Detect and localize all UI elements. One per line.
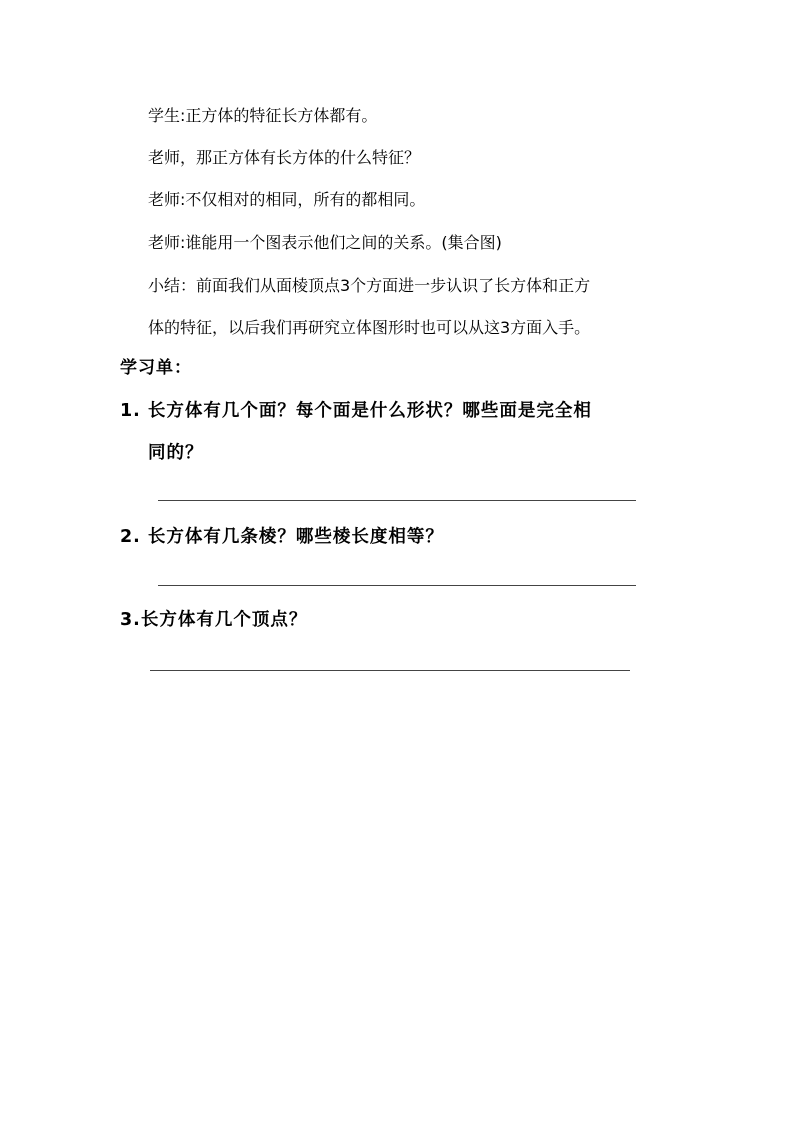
summary-line-1: 小结：前面我们从面棱顶点3个方面进一步认识了长方体和正方: [148, 276, 591, 295]
answer-line-3[interactable]: [150, 670, 630, 671]
question-1-line-2: 同的？: [148, 443, 204, 463]
dialogue-line-teacher-question: 老师，那正方体有长方体的什么特征？: [148, 148, 421, 167]
question-3: 3.长方体有几个顶点？: [120, 610, 308, 630]
dialogue-line-teacher-diagram: 老师:谁能用一个图表示他们之间的关系。(集合图): [148, 233, 502, 252]
summary-line-2: 体的特征，以后我们再研究立体图形时也可以从这3方面入手。: [148, 318, 591, 337]
worksheet-title: 学习单：: [120, 358, 192, 378]
question-1-line-1: 1. 长方体有几个面？每个面是什么形状？哪些面是完全相: [120, 401, 592, 421]
answer-line-1[interactable]: [158, 500, 636, 501]
answer-line-2[interactable]: [158, 585, 636, 586]
question-2: 2. 长方体有几条棱？哪些棱长度相等？: [120, 527, 444, 547]
dialogue-line-student: 学生:正方体的特征长方体都有。: [148, 106, 378, 125]
dialogue-line-teacher-answer: 老师:不仅相对的相同，所有的都相同。: [148, 190, 426, 209]
